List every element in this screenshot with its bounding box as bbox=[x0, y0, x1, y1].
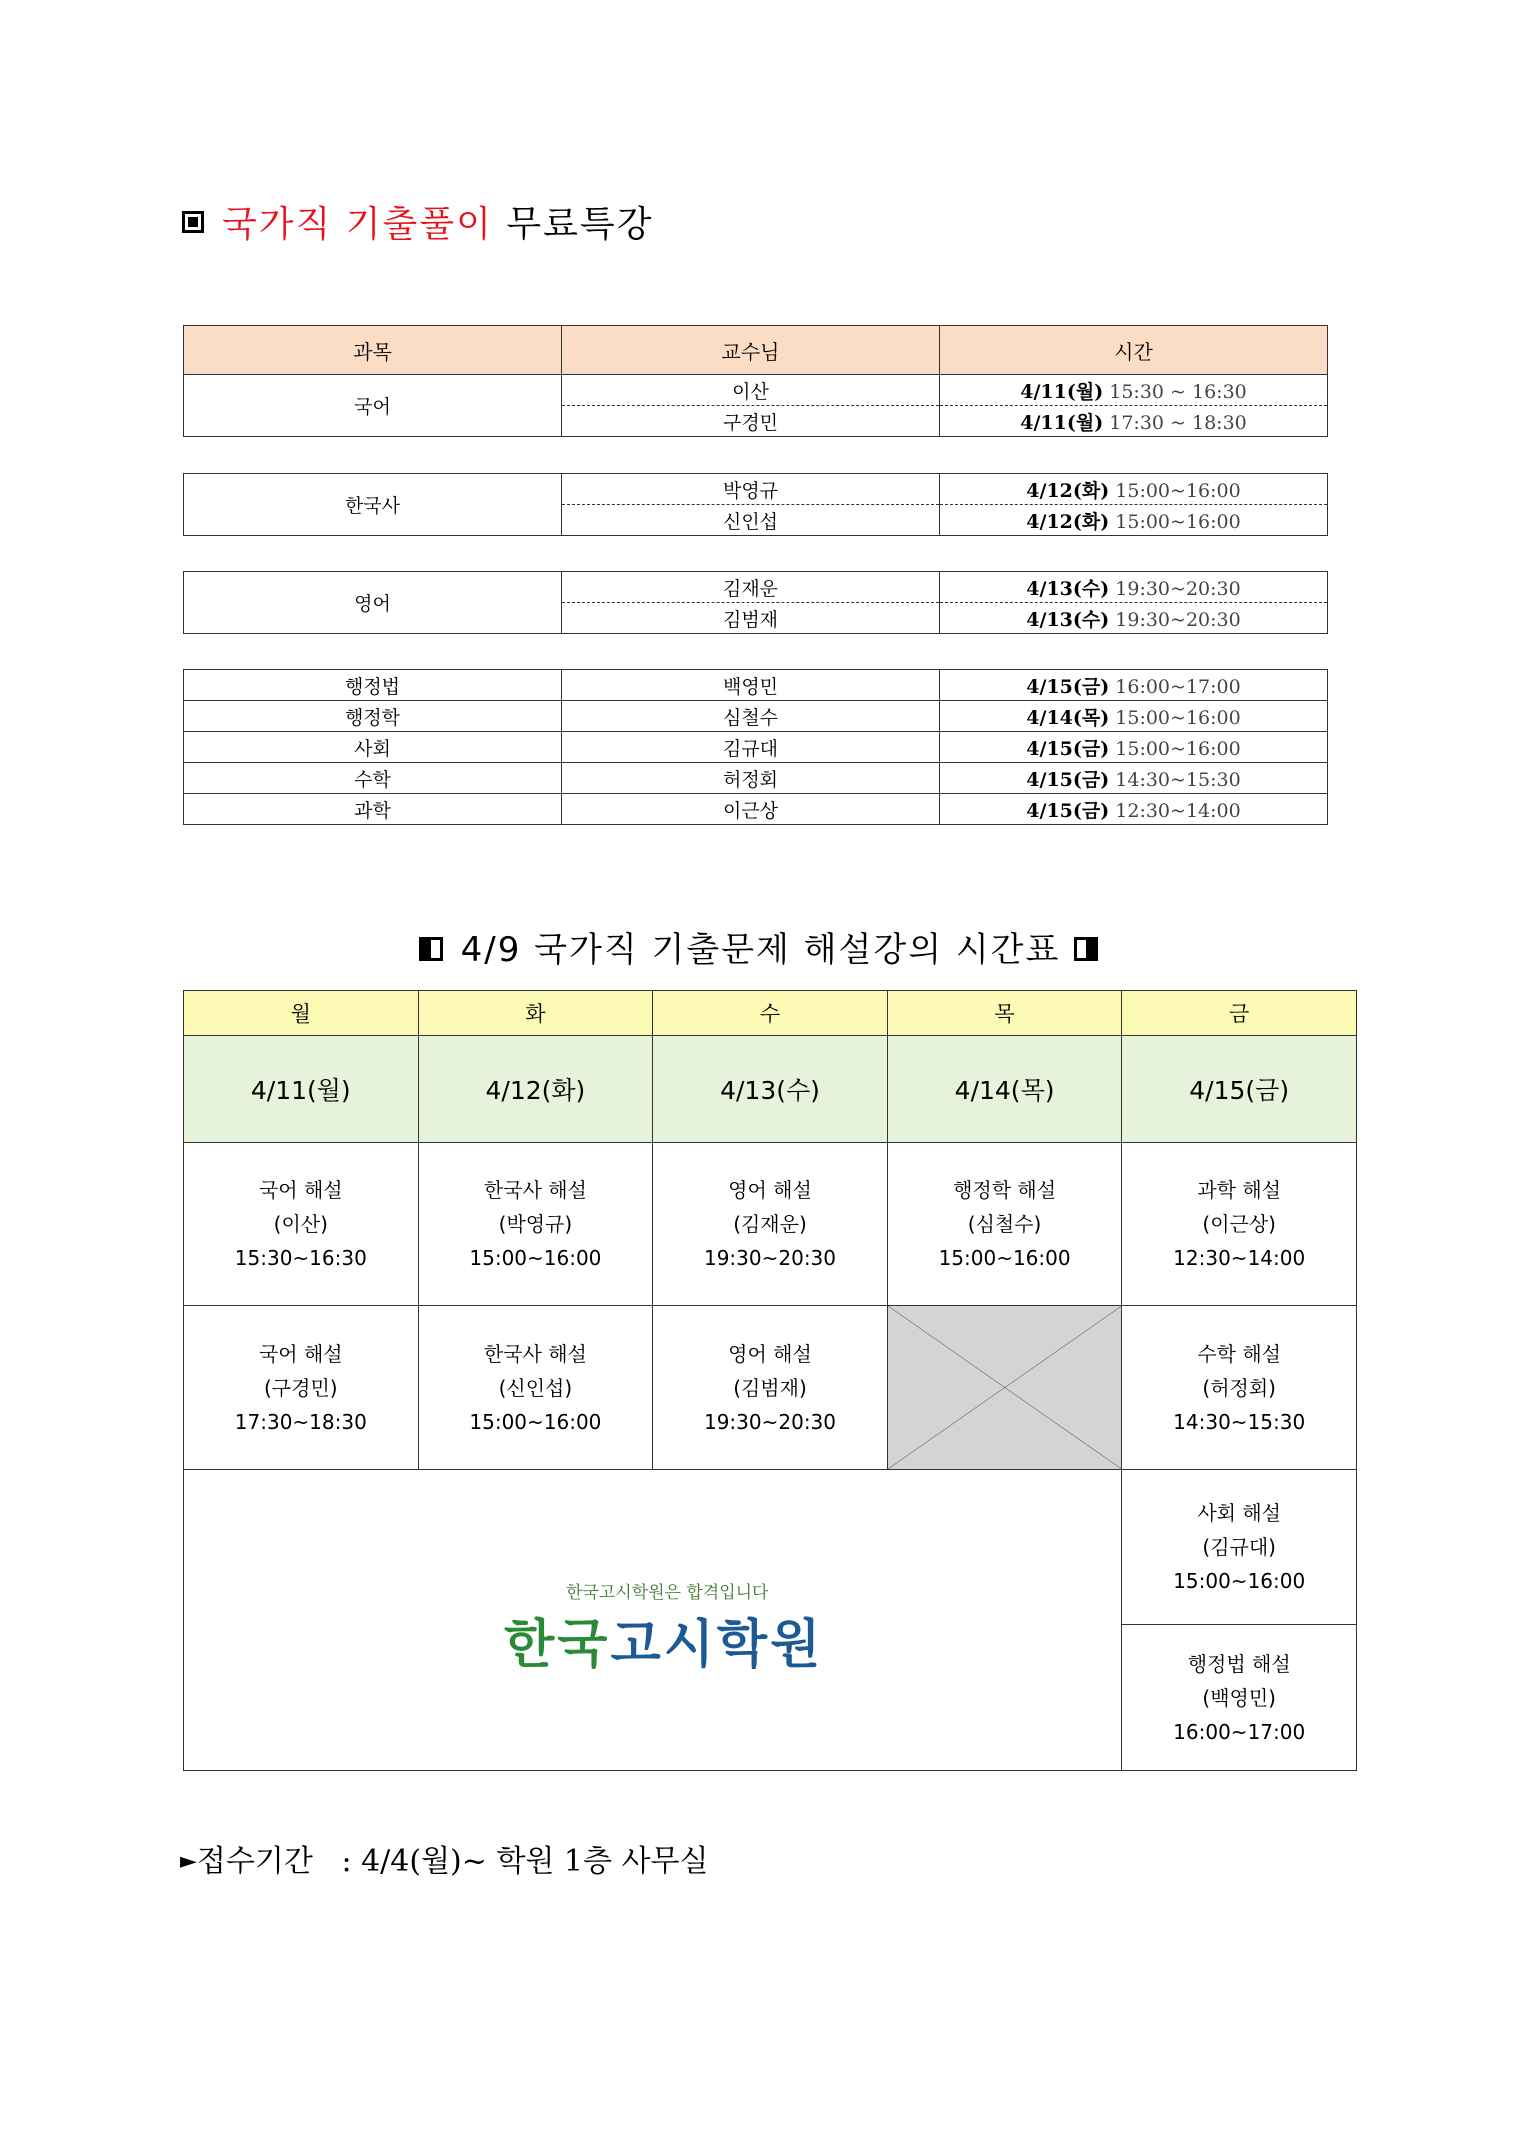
lecture-table-korean bbox=[183, 325, 1328, 437]
lecture-row bbox=[184, 701, 1328, 732]
schedule-cell: 한국사 해설 (박영규) 15:00~16:00 bbox=[418, 1143, 653, 1306]
weekday-cell: 목 bbox=[887, 991, 1122, 1036]
lecture-row bbox=[184, 794, 1328, 825]
registration-label: 접수기간 bbox=[196, 1844, 313, 1879]
schedule-cell: 행정법 해설 (백영민) 16:00~17:00 bbox=[1122, 1625, 1357, 1771]
date-cell: 4/11(월) bbox=[184, 1036, 419, 1143]
date-cell: 4/14(목) bbox=[887, 1036, 1122, 1143]
subject-cell: 행정학 bbox=[184, 701, 562, 732]
schedule-row bbox=[184, 1470, 1357, 1625]
weekday-row bbox=[184, 991, 1357, 1036]
lecture-table-others bbox=[183, 669, 1328, 825]
weekday-cell: 월 bbox=[184, 991, 419, 1036]
lecture-row bbox=[184, 670, 1328, 701]
lecture-row bbox=[184, 763, 1328, 794]
lecture-row bbox=[184, 375, 1328, 406]
promo-title bbox=[182, 196, 653, 247]
academy-logo bbox=[504, 1578, 844, 1678]
subject-cell: 한국사 bbox=[184, 474, 562, 536]
weekday-cell: 화 bbox=[418, 991, 653, 1036]
empty-crossed-cell bbox=[887, 1306, 1122, 1470]
schedule-table bbox=[183, 990, 1357, 1771]
professor-cell: 허정회 bbox=[562, 763, 940, 794]
date-cell: 4/15(금) bbox=[1122, 1036, 1357, 1143]
schedule-row bbox=[184, 1306, 1357, 1470]
date-cell: 4/12(화) bbox=[418, 1036, 653, 1143]
lecture-row bbox=[184, 474, 1328, 505]
subject-cell: 과학 bbox=[184, 794, 562, 825]
time-cell: 4/14(목) 15:00~16:00 bbox=[940, 701, 1328, 732]
filled-square-icon bbox=[182, 211, 204, 233]
schedule-title-text: 4/9 국가직 기출문제 해설강의 시간표 bbox=[460, 930, 1061, 970]
lecture-table-history bbox=[183, 473, 1328, 536]
half-square-right-icon bbox=[1074, 937, 1098, 961]
schedule-cell: 영어 해설 (김재운) 19:30~20:30 bbox=[653, 1143, 888, 1306]
schedule-cell: 수학 해설 (허정회) 14:30~15:30 bbox=[1122, 1306, 1357, 1470]
time-cell: 4/12(화) 15:00~16:00 bbox=[940, 505, 1328, 536]
logo-name: 한국고시학원 bbox=[504, 1615, 824, 1675]
time-cell: 4/11(월) 17:30 ~ 18:30 bbox=[940, 406, 1328, 437]
professor-cell: 구경민 bbox=[562, 406, 940, 437]
schedule-cell: 국어 해설 (이산) 15:30~16:30 bbox=[184, 1143, 419, 1306]
time-cell: 4/13(수) 19:30~20:30 bbox=[940, 603, 1328, 634]
schedule-cell: 행정학 해설 (심철수) 15:00~16:00 bbox=[887, 1143, 1122, 1306]
time-cell: 4/15(금) 12:30~14:00 bbox=[940, 794, 1328, 825]
lecture-row bbox=[184, 732, 1328, 763]
header-time: 시간 bbox=[940, 326, 1328, 375]
time-cell: 4/15(금) 14:30~15:30 bbox=[940, 763, 1328, 794]
logo-tagline: 한국고시학원은 합격입니다 bbox=[566, 1583, 769, 1603]
professor-cell: 이산 bbox=[562, 375, 940, 406]
cross-icon bbox=[888, 1306, 1122, 1469]
professor-cell: 김범재 bbox=[562, 603, 940, 634]
time-cell: 4/15(금) 16:00~17:00 bbox=[940, 670, 1328, 701]
professor-cell: 심철수 bbox=[562, 701, 940, 732]
weekday-cell: 수 bbox=[653, 991, 888, 1036]
time-cell: 4/12(화) 15:00~16:00 bbox=[940, 474, 1328, 505]
schedule-cell: 영어 해설 (김범재) 19:30~20:30 bbox=[653, 1306, 888, 1470]
schedule-title bbox=[0, 922, 1517, 971]
subject-cell: 사회 bbox=[184, 732, 562, 763]
weekday-cell: 금 bbox=[1122, 991, 1357, 1036]
subject-cell: 국어 bbox=[184, 375, 562, 437]
promo-title-red: 국가직 기출풀이 bbox=[222, 204, 493, 245]
header-subject: 과목 bbox=[184, 326, 562, 375]
time-cell: 4/15(금) 15:00~16:00 bbox=[940, 732, 1328, 763]
header-professor: 교수님 bbox=[562, 326, 940, 375]
subject-cell: 영어 bbox=[184, 572, 562, 634]
schedule-cell: 과학 해설 (이근상) 12:30~14:00 bbox=[1122, 1143, 1357, 1306]
registration-text: : 4/4(월)~ 학원 1층 사무실 bbox=[341, 1844, 709, 1879]
half-square-left-icon bbox=[419, 937, 443, 961]
schedule-cell: 사회 해설 (김규대) 15:00~16:00 bbox=[1122, 1470, 1357, 1625]
subject-cell: 수학 bbox=[184, 763, 562, 794]
date-cell: 4/13(수) bbox=[653, 1036, 888, 1143]
lecture-row bbox=[184, 572, 1328, 603]
professor-cell: 박영규 bbox=[562, 474, 940, 505]
professor-cell: 김규대 bbox=[562, 732, 940, 763]
registration-info bbox=[180, 1836, 708, 1880]
date-row bbox=[184, 1036, 1357, 1143]
schedule-cell: 국어 해설 (구경민) 17:30~18:30 bbox=[184, 1306, 419, 1470]
lecture-header-row bbox=[184, 326, 1328, 375]
lecture-table-english bbox=[183, 571, 1328, 634]
professor-cell: 신인섭 bbox=[562, 505, 940, 536]
professor-cell: 김재운 bbox=[562, 572, 940, 603]
time-cell: 4/11(월) 15:30 ~ 16:30 bbox=[940, 375, 1328, 406]
schedule-cell: 한국사 해설 (신인섭) 15:00~16:00 bbox=[418, 1306, 653, 1470]
logo-cell bbox=[184, 1470, 1122, 1771]
promo-title-black: 무료특강 bbox=[506, 204, 654, 245]
schedule-row bbox=[184, 1143, 1357, 1306]
professor-cell: 이근상 bbox=[562, 794, 940, 825]
subject-cell: 행정법 bbox=[184, 670, 562, 701]
time-cell: 4/13(수) 19:30~20:30 bbox=[940, 572, 1328, 603]
arrow-icon: ► bbox=[180, 1849, 197, 1874]
professor-cell: 백영민 bbox=[562, 670, 940, 701]
